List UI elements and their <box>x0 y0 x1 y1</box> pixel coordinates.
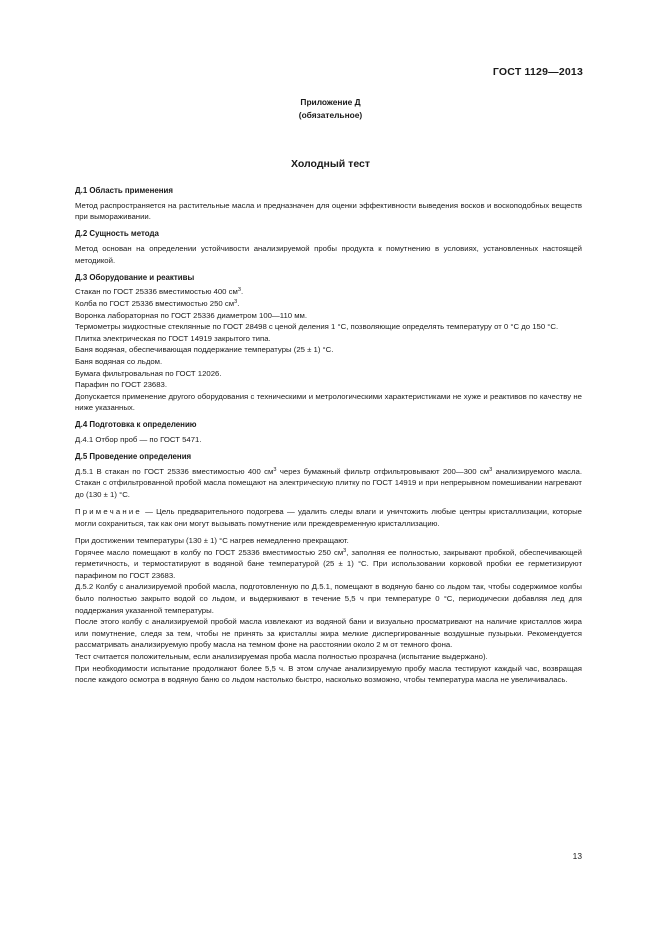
paragraph: При достижении температуры (130 ± 1) °С нагрев немедленно прекращают. <box>75 536 349 545</box>
paragraph: Тест считается положительным, если анализируемая проба масла полностью прозрачна (испытание выдержано). <box>75 651 488 661</box>
appendix-heading <box>0 96 661 121</box>
section-heading-d5: Д.5 Проведение определения <box>75 452 192 462</box>
section-heading-d2: Д.2 Сущность метода <box>75 229 159 239</box>
standard-number: ГОСТ 1129—2013 <box>492 66 583 78</box>
paragraph: Д.5.2 Колбу с анализируемой пробой масла, подготовленную по Д.5.1, помещают в водяную баню со льдом так, чтобы содержимое колбы было полностью закрыто водой со льдом, и выдерживают в течение 5,5 ч при температуре 0 °С, периодически добавляя лед для поддержания указанной температуры. <box>75 582 582 615</box>
document-body <box>75 185 582 686</box>
section-heading-d3: Д.3 Оборудование и реактивы <box>75 272 195 282</box>
appendix-status: (обязательное) <box>298 109 363 120</box>
equipment-item: Баня водяная со льдом. <box>75 356 163 366</box>
appendix-label: Приложение Д <box>300 97 361 107</box>
equipment-note: Допускается применение другого оборудования с техническими и метрологическими характеристиками не хуже и реактивов по качеству не ниже указанных. <box>75 391 582 413</box>
equipment-item: Баня водяная, обеспечивающая поддержание температуры (25 ± 1) °С. <box>75 345 334 355</box>
paragraph: После этого колбу с анализируемой пробой масла извлекают из водяной бани и визуально просматривают на наличие кристаллов жира или помутнение, следя за тем, чтобы не принять за кристаллы жира мелкие диспергированные воздушные пузырьки. Рекомендуется рассматривать анализируемую пробу масла на темном фоне на расстоянии около 2 м от темного фона. <box>75 617 582 650</box>
paragraph: Горячее масло помещают в колбу по ГОСТ 25336 вместимостью 250 $см^3$, заполняя ее полностью, закрывают пробкой, обеспечивающей герметичность, и термостатируют в водяной бане температурой (25 ± 1) °С. При использовании корковой пробки ее герметизируют парафином по ГОСТ 23683. <box>75 547 582 580</box>
equipment-item: Плитка электрическая по ГОСТ 14919 закрытого типа. <box>75 333 271 343</box>
equipment-item: Воронка лабораторная по ГОСТ 25336 диаметром 100—110 мм. <box>75 310 308 320</box>
equipment-item: Бумага фильтровальная по ГОСТ 12026. <box>75 368 222 378</box>
note-paragraph: Примечание — Цель предварительного подогрева — удалить следы влаги и уничтожить любые центры кристаллизации, которые могли сохраниться, так как они могут вызывать помутнение или преждевременную кристаллизацию. <box>75 507 582 528</box>
section-heading-d1: Д.1 Область применения <box>75 186 173 195</box>
equipment-item: Стакан по ГОСТ 25336 вместимостью 400 $см^3$. <box>75 287 244 297</box>
equipment-item: Колба по ГОСТ 25336 вместимостью 250 $см^3$. <box>75 298 240 308</box>
section-heading-d4: Д.4 Подготовка к определению <box>75 420 197 430</box>
note-label: Примечание <box>75 507 142 517</box>
paragraph: При необходимости испытание продолжают более 5,5 ч. В этом случае анализируемую пробу масла тестируют каждый час, возвращая после каждого осмотра в водяную баню со льдом настолько быстро, насколько возможно, чтобы температура масла не увеличивалась. <box>75 663 582 685</box>
equipment-item: Термометры жидкостные стеклянные по ГОСТ 28498 с ценой деления 1 °С, позволяющие определять температуру от 0 °С до 150 °С. <box>75 322 559 332</box>
paragraph: Д.4.1 Отбор проб — по ГОСТ 5471. <box>75 435 202 445</box>
paragraph: Метод распространяется на растительные масла и предназначен для оценки эффективности выведения восков и воскоподобных веществ при вымораживании. <box>75 200 582 222</box>
page-number: 13 <box>572 851 582 861</box>
paragraph: Д.5.1 В стакан по ГОСТ 25336 вместимостью 400 $см^3$ через бумажный фильтр отфильтровывают 200—300 $см^3$ анализируемого масла. Стакан с отфильтрованной пробой масла помещают на электрическую плитку по ГОСТ 14919 и при непрерывном помешивании нагревают до (130 ± 1) °С. <box>75 466 583 500</box>
document-title: Холодный тест <box>291 158 370 170</box>
equipment-item: Парафин по ГОСТ 23683. <box>75 380 168 390</box>
paragraph: Метод основан на определении устойчивости анализируемой пробы продукта к помутнению в условиях, установленных настоящей методикой. <box>75 243 582 265</box>
